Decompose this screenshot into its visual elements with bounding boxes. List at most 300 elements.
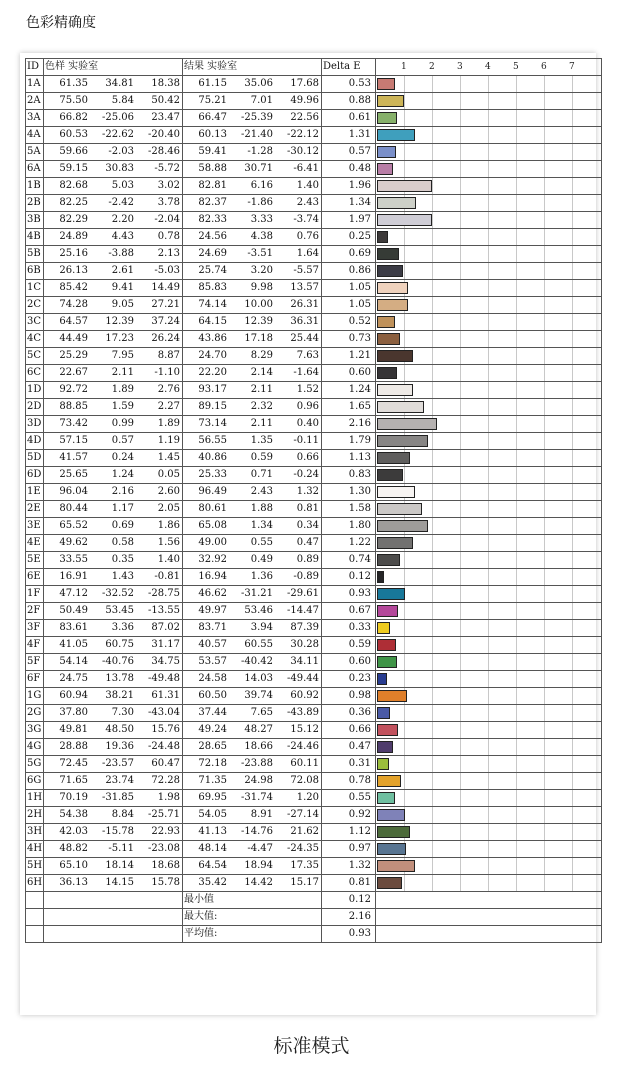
sample-a: 18.14 — [90, 858, 136, 875]
sample-l: 37.80 — [44, 705, 91, 722]
result-a: -4.47 — [229, 841, 275, 858]
gridline — [460, 229, 461, 245]
gridline — [572, 331, 573, 347]
gridline — [544, 824, 545, 840]
sample-l: 60.53 — [44, 127, 91, 144]
sample-a: 0.99 — [90, 416, 136, 433]
gridline — [460, 314, 461, 330]
patch-id: 2D — [26, 399, 44, 416]
sample-b: 22.93 — [136, 824, 183, 841]
gridline — [488, 688, 489, 704]
patch-id: 3D — [26, 416, 44, 433]
result-l: 82.37 — [183, 195, 230, 212]
result-b: 17.35 — [275, 858, 322, 875]
gridline — [544, 552, 545, 568]
gridline — [460, 331, 461, 347]
gridline — [488, 365, 489, 381]
gridline — [488, 212, 489, 228]
sample-a: 8.84 — [90, 807, 136, 824]
result-a: -1.86 — [229, 195, 275, 212]
result-l: 85.83 — [183, 280, 230, 297]
gridline — [460, 756, 461, 772]
delta-e-bar-cell — [376, 110, 602, 127]
gridline — [404, 620, 405, 636]
result-a: 3.94 — [229, 620, 275, 637]
gridline — [432, 501, 433, 517]
gridline — [432, 433, 433, 449]
gridline — [404, 263, 405, 279]
gridline — [404, 875, 405, 891]
delta-e-bar-cell — [376, 756, 602, 773]
patch-id: 2E — [26, 501, 44, 518]
gridline — [572, 433, 573, 449]
delta-e-bar — [377, 775, 401, 787]
result-a: 4.38 — [229, 229, 275, 246]
gridline — [516, 620, 517, 636]
gridline — [572, 246, 573, 262]
result-a: 2.14 — [229, 365, 275, 382]
sample-l: 22.67 — [44, 365, 91, 382]
gridline — [488, 382, 489, 398]
gridline — [488, 637, 489, 653]
delta-e-value: 0.97 — [322, 841, 376, 858]
result-a: 8.91 — [229, 807, 275, 824]
gridline — [572, 688, 573, 704]
patch-id: 4H — [26, 841, 44, 858]
result-l: 59.41 — [183, 144, 230, 161]
sample-b: 1.86 — [136, 518, 183, 535]
sample-l: 85.42 — [44, 280, 91, 297]
delta-e-bar-cell — [376, 807, 602, 824]
patch-id: 6E — [26, 569, 44, 586]
gridline — [432, 637, 433, 653]
result-b: -5.57 — [275, 263, 322, 280]
result-l: 22.20 — [183, 365, 230, 382]
delta-e-bar-cell — [376, 433, 602, 450]
gridline — [488, 246, 489, 262]
table-header-row — [26, 59, 602, 76]
delta-e-value: 0.25 — [322, 229, 376, 246]
sample-l: 48.82 — [44, 841, 91, 858]
gridline — [516, 875, 517, 891]
delta-e-bar-cell — [376, 297, 602, 314]
gridline — [516, 229, 517, 245]
gridline — [460, 722, 461, 738]
result-l: 40.86 — [183, 450, 230, 467]
result-l: 46.62 — [183, 586, 230, 603]
patch-id: 5F — [26, 654, 44, 671]
sample-a: 1.89 — [90, 382, 136, 399]
gridline — [404, 756, 405, 772]
result-b: 25.44 — [275, 331, 322, 348]
gridline — [488, 144, 489, 160]
sample-b: 18.38 — [136, 76, 183, 93]
sample-a: -25.06 — [90, 110, 136, 127]
delta-e-bar-cell — [376, 246, 602, 263]
gridline — [460, 365, 461, 381]
delta-e-bar-cell — [376, 705, 602, 722]
summary-empty-bar — [376, 909, 602, 926]
delta-e-value: 0.31 — [322, 756, 376, 773]
result-b: 0.47 — [275, 535, 322, 552]
result-l: 35.42 — [183, 875, 230, 892]
delta-e-bar — [377, 486, 415, 498]
sample-l: 33.55 — [44, 552, 91, 569]
sample-l: 61.35 — [44, 76, 91, 93]
sample-b: 2.60 — [136, 484, 183, 501]
sample-b: 72.28 — [136, 773, 183, 790]
result-b: -0.11 — [275, 433, 322, 450]
sample-b: 34.75 — [136, 654, 183, 671]
gridline — [516, 467, 517, 483]
sample-a: -23.57 — [90, 756, 136, 773]
sample-b: -0.81 — [136, 569, 183, 586]
delta-e-bar — [377, 163, 393, 175]
result-l: 83.71 — [183, 620, 230, 637]
gridline — [488, 535, 489, 551]
gridline — [460, 824, 461, 840]
sample-a: 7.30 — [90, 705, 136, 722]
result-a: -25.39 — [229, 110, 275, 127]
gridline — [516, 144, 517, 160]
delta-e-bar — [377, 877, 402, 889]
delta-e-bar-cell — [376, 467, 602, 484]
result-b: 36.31 — [275, 314, 322, 331]
patch-id: 5G — [26, 756, 44, 773]
gridline — [488, 314, 489, 330]
delta-e-bar — [377, 792, 395, 804]
gridline — [516, 858, 517, 874]
sample-l: 24.75 — [44, 671, 91, 688]
gridline — [460, 875, 461, 891]
patch-id: 3E — [26, 518, 44, 535]
result-b: 0.40 — [275, 416, 322, 433]
sample-l: 66.82 — [44, 110, 91, 127]
sample-a: 13.78 — [90, 671, 136, 688]
delta-e-bar — [377, 639, 396, 651]
gridline — [404, 569, 405, 585]
sample-l: 54.14 — [44, 654, 91, 671]
result-b: -0.24 — [275, 467, 322, 484]
gridline — [544, 178, 545, 194]
delta-e-value: 0.67 — [322, 603, 376, 620]
result-b: -3.74 — [275, 212, 322, 229]
delta-e-bar — [377, 146, 396, 158]
gridline — [460, 535, 461, 551]
gridline — [432, 824, 433, 840]
gridline — [432, 807, 433, 823]
scale-tick-label: 7 — [569, 62, 575, 72]
sample-b: -24.48 — [136, 739, 183, 756]
gridline — [460, 161, 461, 177]
gridline — [516, 671, 517, 687]
delta-e-bar — [377, 826, 410, 838]
gridline — [488, 841, 489, 857]
gridline — [544, 654, 545, 670]
summary-value: 2.16 — [322, 909, 376, 926]
gridline — [516, 246, 517, 262]
gridline — [432, 620, 433, 636]
result-l: 41.13 — [183, 824, 230, 841]
result-l: 24.70 — [183, 348, 230, 365]
delta-e-bar — [377, 656, 397, 668]
sample-a: -5.11 — [90, 841, 136, 858]
sample-l: 24.89 — [44, 229, 91, 246]
sample-a: 1.43 — [90, 569, 136, 586]
delta-e-value: 2.16 — [322, 416, 376, 433]
delta-e-bar-cell — [376, 875, 602, 892]
gridline — [488, 569, 489, 585]
gridline — [572, 195, 573, 211]
summary-empty-id — [26, 926, 44, 943]
gridline — [488, 263, 489, 279]
gridline — [432, 229, 433, 245]
gridline — [516, 688, 517, 704]
sample-l: 96.04 — [44, 484, 91, 501]
gridline — [432, 858, 433, 874]
gridline — [432, 93, 433, 109]
result-l: 48.14 — [183, 841, 230, 858]
table-row — [26, 824, 602, 841]
gridline — [488, 790, 489, 806]
delta-e-value: 1.21 — [322, 348, 376, 365]
delta-e-value: 1.97 — [322, 212, 376, 229]
delta-e-bar — [377, 384, 413, 396]
gridline — [432, 875, 433, 891]
gridline — [544, 620, 545, 636]
sample-b: 2.27 — [136, 399, 183, 416]
result-l: 72.18 — [183, 756, 230, 773]
gridline — [572, 297, 573, 313]
result-l: 73.14 — [183, 416, 230, 433]
gridline — [544, 790, 545, 806]
sample-a: 34.81 — [90, 76, 136, 93]
header-delta-e: Delta E — [322, 59, 376, 76]
result-a: -14.76 — [229, 824, 275, 841]
table-row — [26, 382, 602, 399]
sample-a: -32.52 — [90, 586, 136, 603]
result-b: -14.47 — [275, 603, 322, 620]
result-l: 25.74 — [183, 263, 230, 280]
gridline — [488, 620, 489, 636]
patch-id: 6A — [26, 161, 44, 178]
delta-e-value: 0.83 — [322, 467, 376, 484]
gridline — [432, 365, 433, 381]
sample-b: 31.17 — [136, 637, 183, 654]
delta-e-bar — [377, 367, 397, 379]
result-b: -30.12 — [275, 144, 322, 161]
gridline — [544, 603, 545, 619]
gridline — [544, 807, 545, 823]
gridline — [460, 399, 461, 415]
sample-l: 70.19 — [44, 790, 91, 807]
patch-id: 1B — [26, 178, 44, 195]
gridline — [516, 773, 517, 789]
table-row — [26, 178, 602, 195]
table-row — [26, 297, 602, 314]
delta-e-value: 0.86 — [322, 263, 376, 280]
gridline — [432, 586, 433, 602]
sample-b: 14.49 — [136, 280, 183, 297]
sample-a: 0.57 — [90, 433, 136, 450]
summary-empty-sample — [44, 892, 183, 909]
gridline — [460, 467, 461, 483]
patch-id: 6H — [26, 875, 44, 892]
gridline — [432, 246, 433, 262]
result-b: 13.57 — [275, 280, 322, 297]
scale-tick-label: 3 — [457, 62, 463, 72]
result-b: 15.12 — [275, 722, 322, 739]
result-a: 30.71 — [229, 161, 275, 178]
result-a: 6.16 — [229, 178, 275, 195]
delta-e-scale — [376, 59, 602, 76]
gridline — [488, 127, 489, 143]
delta-e-value: 0.57 — [322, 144, 376, 161]
delta-e-bar-cell — [376, 739, 602, 756]
result-a: -40.42 — [229, 654, 275, 671]
gridline — [460, 671, 461, 687]
result-b: -0.89 — [275, 569, 322, 586]
gridline — [488, 399, 489, 415]
gridline — [460, 688, 461, 704]
sample-a: 9.05 — [90, 297, 136, 314]
gridline — [432, 382, 433, 398]
gridline — [432, 76, 433, 92]
result-b: -43.89 — [275, 705, 322, 722]
result-b: 0.89 — [275, 552, 322, 569]
sample-b: 1.98 — [136, 790, 183, 807]
delta-e-bar — [377, 350, 413, 362]
gridline — [516, 127, 517, 143]
sample-b: -2.04 — [136, 212, 183, 229]
gridline — [488, 178, 489, 194]
sample-a: 12.39 — [90, 314, 136, 331]
sample-b: 15.76 — [136, 722, 183, 739]
gridline — [572, 76, 573, 92]
header-sample-lab: 色样 实验室 — [44, 59, 183, 76]
table-row — [26, 773, 602, 790]
result-a: 7.01 — [229, 93, 275, 110]
result-a: 53.46 — [229, 603, 275, 620]
sample-b: -49.48 — [136, 671, 183, 688]
gridline — [432, 484, 433, 500]
sample-b: 1.19 — [136, 433, 183, 450]
delta-e-value: 0.55 — [322, 790, 376, 807]
gridline — [572, 535, 573, 551]
sample-a: 23.74 — [90, 773, 136, 790]
patch-id: 5A — [26, 144, 44, 161]
table-row — [26, 144, 602, 161]
gridline — [516, 756, 517, 772]
gridline — [460, 450, 461, 466]
result-a: -23.88 — [229, 756, 275, 773]
gridline — [544, 586, 545, 602]
gridline — [572, 212, 573, 228]
delta-e-bar — [377, 622, 390, 634]
delta-e-bar-cell — [376, 688, 602, 705]
gridline — [432, 756, 433, 772]
sample-a: 5.84 — [90, 93, 136, 110]
sample-b: -20.40 — [136, 127, 183, 144]
result-l: 69.95 — [183, 790, 230, 807]
patch-id: 4B — [26, 229, 44, 246]
gridline — [572, 790, 573, 806]
gridline — [572, 773, 573, 789]
gridline — [404, 603, 405, 619]
delta-e-bar-cell — [376, 569, 602, 586]
result-l: 54.05 — [183, 807, 230, 824]
gridline — [488, 739, 489, 755]
result-a: 0.55 — [229, 535, 275, 552]
delta-e-bar — [377, 758, 389, 770]
delta-e-value: 0.92 — [322, 807, 376, 824]
delta-e-value: 1.34 — [322, 195, 376, 212]
summary-empty-id — [26, 909, 44, 926]
result-b: -22.12 — [275, 127, 322, 144]
gridline — [572, 654, 573, 670]
result-l: 66.47 — [183, 110, 230, 127]
gridline — [572, 841, 573, 857]
delta-e-bar-cell — [376, 603, 602, 620]
patch-id: 1G — [26, 688, 44, 705]
sample-a: -3.88 — [90, 246, 136, 263]
delta-e-value: 0.61 — [322, 110, 376, 127]
result-b: -24.46 — [275, 739, 322, 756]
result-a: -3.51 — [229, 246, 275, 263]
delta-e-value: 0.23 — [322, 671, 376, 688]
table-row — [26, 603, 602, 620]
delta-e-value: 0.52 — [322, 314, 376, 331]
sample-a: 3.36 — [90, 620, 136, 637]
gridline — [460, 382, 461, 398]
delta-e-bar-cell — [376, 127, 602, 144]
delta-e-bar — [377, 316, 395, 328]
result-a: 2.11 — [229, 382, 275, 399]
gridline — [432, 654, 433, 670]
sample-a: 2.11 — [90, 365, 136, 382]
gridline — [544, 314, 545, 330]
result-a: 1.88 — [229, 501, 275, 518]
table-row — [26, 161, 602, 178]
gridline — [516, 552, 517, 568]
result-b: 7.63 — [275, 348, 322, 365]
gridline — [544, 331, 545, 347]
sample-l: 88.85 — [44, 399, 91, 416]
sample-l: 54.38 — [44, 807, 91, 824]
gridline — [488, 858, 489, 874]
delta-e-bar — [377, 197, 416, 209]
gridline — [404, 671, 405, 687]
gridline — [516, 433, 517, 449]
sample-b: 1.40 — [136, 552, 183, 569]
delta-e-bar-cell — [376, 637, 602, 654]
gridline — [572, 739, 573, 755]
sample-a: -15.78 — [90, 824, 136, 841]
sample-a: 0.58 — [90, 535, 136, 552]
delta-e-bar — [377, 673, 387, 685]
patch-id: 1F — [26, 586, 44, 603]
result-a: 18.94 — [229, 858, 275, 875]
sample-l: 41.57 — [44, 450, 91, 467]
delta-e-bar-cell — [376, 76, 602, 93]
delta-e-bar-cell — [376, 416, 602, 433]
gridline — [460, 773, 461, 789]
patch-id: 2G — [26, 705, 44, 722]
delta-e-bar — [377, 452, 410, 464]
result-b: 30.28 — [275, 637, 322, 654]
gridline — [488, 671, 489, 687]
patch-id: 4F — [26, 637, 44, 654]
